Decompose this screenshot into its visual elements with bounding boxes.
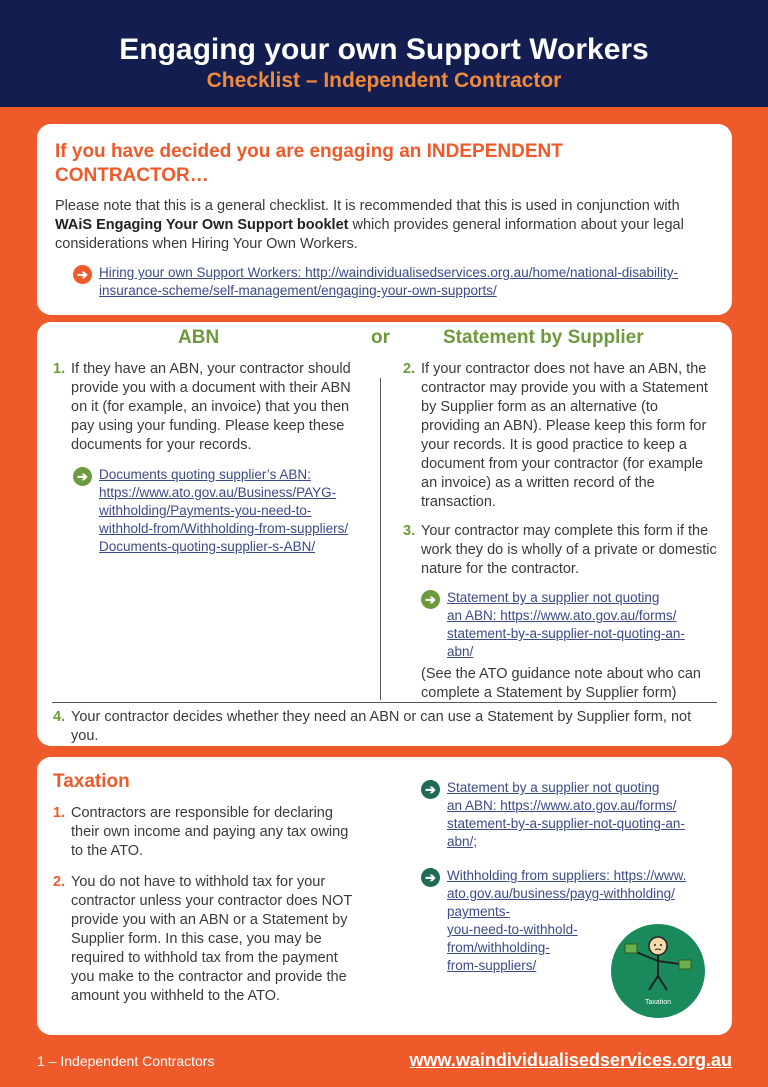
documents-quoting-abn-link[interactable]: Documents quoting supplier’s ABN: https://www.ato.gov.au/Business/PAYG- withholding/Payments-you-need-to- withhold-from/Withholding-from-suppliers/ Documents-quoting-supplier-s-ABN/ (99, 467, 349, 554)
sbs-right-column (403, 360, 718, 703)
or-heading: or (371, 327, 390, 348)
ato-guidance-note: (See the ATO guidance note about who can complete a Statement by Supplier form) (421, 666, 701, 701)
arrow-right-icon: ➔ (421, 590, 440, 609)
taxation-illustration (611, 924, 705, 1018)
taxation-card (37, 757, 732, 1035)
page-header (0, 0, 768, 107)
abn-heading: ABN (178, 327, 220, 348)
abn-link-row (73, 466, 363, 556)
column-divider (380, 378, 381, 700)
footer-page-label: 1 – Independent Contractors (37, 1053, 215, 1069)
intro-heading: If you have decided you are engaging an INDEPENDENT CONTRACTOR… (55, 141, 563, 186)
abn-item-4: 4. Your contractor decides whether they need an ABN or can use a Statement by Supplier form, not you. (53, 709, 692, 744)
withholding-from-suppliers-link[interactable]: Withholding from suppliers: https://www. ato.gov.au/business/payg-withholding/ payments- you-need-to-withhold- from/withholding- from-suppliers/ (447, 868, 687, 973)
illustration-caption: Taxation (644, 999, 672, 1006)
statement-by-supplier-link[interactable]: Statement by a supplier not quoting an ABN: https://www.ato.gov.au/forms/ statement-by-a-supplier-not-quoting-an- abn/ (447, 590, 685, 659)
sbs-heading: Statement by Supplier (443, 327, 644, 348)
abn-left-column (53, 360, 363, 556)
intro-text: Please note that this is a general checklist. It is recommended that this is used in conjunction with WAiS Engaging Your Own Support booklet which provides general information about your legal considerations when Hiring Your Own Workers. (55, 198, 684, 252)
intro-link-row (73, 264, 714, 300)
hiring-workers-link[interactable]: Hiring your own Support Workers: http://waindividualisedservices.org.au/home/national-disability- insurance-scheme/self-management/engaging-your-own-supports/ (99, 265, 679, 298)
tax-item-1: 1. Contractors are responsible for declaring their own income and paying any tax owing to the ATO. (53, 805, 349, 859)
website-link[interactable]: www.waindividualisedservices.org.au (409, 1050, 732, 1070)
section-divider (52, 702, 717, 703)
abn-card (37, 322, 732, 746)
abn-item-2: 2. If your contractor does not have an ABN, the contractor may provide you with a Statement by Supplier form as an alternative (to providing an ABN). Please keep this form for your records. It is good practice to keep a document from your contractor (for example an invoice) as a written record of the transaction. (403, 361, 708, 510)
arrow-right-icon: ➔ (73, 467, 92, 486)
arrow-right-icon: ➔ (421, 780, 440, 799)
abn-item-3: 3. Your contractor may complete this form if the work they do is wholly of a private or domestic nature for the contractor. (403, 523, 717, 577)
arrow-right-icon: ➔ (73, 265, 92, 284)
taxation-heading: Taxation (53, 771, 130, 792)
sbs-link-row (421, 589, 718, 661)
statement-by-supplier-link[interactable]: Statement by a supplier not quoting an ABN: https://www.ato.gov.au/forms/ statement-by-a-supplier-not-quoting-an- abn/; (447, 780, 685, 849)
page-subtitle: Checklist – Independent Contractor (206, 69, 562, 92)
person-money-icon (611, 924, 705, 1004)
abn-bottom (53, 708, 703, 746)
intro-card (37, 124, 732, 315)
taxation-left-column (53, 804, 363, 1006)
abn-item-1: 1. If they have an ABN, your contractor should provide you with a document with their ABN on it (for example, an invoice) that you then pay using your funding. Please keep these documents for your records. (53, 361, 351, 453)
tax-item-2: 2. You do not have to withhold tax for your contractor unless your contractor does NOT provide you with an ABN or a Statement by Supplier form. In this case, you may be required to withhold tax from the payment you make to the contractor and provide the amount you withheld to the ATO. (53, 874, 352, 1004)
arrow-right-icon: ➔ (421, 868, 440, 887)
tax-link-row-1 (421, 779, 721, 851)
abn-header (37, 327, 732, 353)
page-title: Engaging your own Support Workers (119, 33, 649, 66)
